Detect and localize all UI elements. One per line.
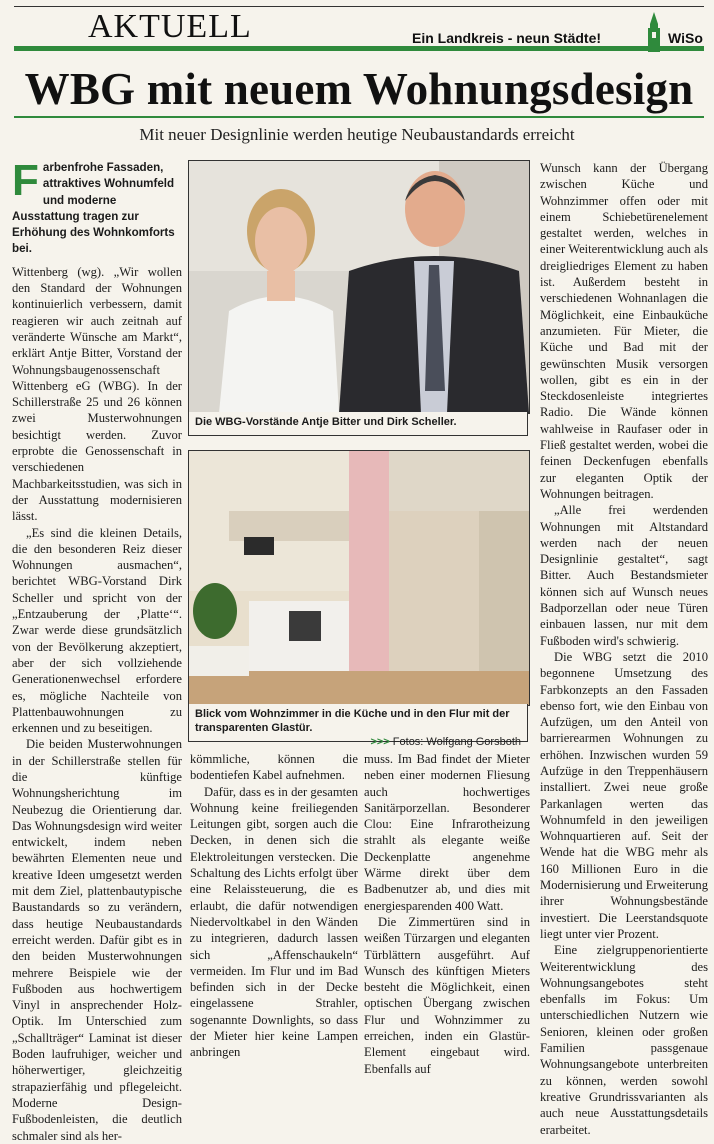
paragraph: „Es sind die kleinen Details, die den besonderen Reiz dieser Wohnungen ausmachen“, berichtet WBG-Vorstand Dirk Scheller und spricht von der „Entzauberung der ‚Platte‘“. Zwar werde diese grundsätzlich von der Bevölkerung akzeptiert, aber der sich vollziehende Generationenwechsel erfordere es, mögliche Nachteile von Plattenbauwohnungen zu erkennen und zu beseitigen. <box>12 525 182 736</box>
header-tagline: Ein Landkreis - neun Städte! <box>412 30 602 46</box>
paragraph: „Alle frei werdenden Wohnungen mit Altstandard werden nach der neuen Designlinie gestaltet“, sagt Bitter. Auch Bestandsmieter können sich auf Wunsch neues Badporzellan oder neue Türen einbauen lassen, nur mit dem Fußboden wird's schwierig. <box>540 503 708 648</box>
article-column-3 <box>364 751 530 1077</box>
paragraph: muss. Im Bad findet der Mieter neben einer modernen Fliesung auch hochwertiges Sanitärporzellan. Besonderer Clou: Eine Infrarotheizung strahlt als elegante weiße Deckenplatte angenehme Wärme direkt über dem Badbenutzer ab, und dies mit energiesparenden 400 Watt. <box>364 752 530 913</box>
photo-interior-image <box>189 451 529 705</box>
section-label: AKTUELL <box>88 8 252 45</box>
photo-credit: Fotos: Wolfgang Gorsboth <box>392 736 521 748</box>
credit-arrows: >>> <box>370 736 390 748</box>
header-green-rule <box>14 46 704 51</box>
article-column-2 <box>190 751 358 1061</box>
headline-rule <box>14 116 704 118</box>
dropcap: F <box>12 156 39 205</box>
lead-text: arbenfrohe Fassaden, attraktives Wohnumfeld und moderne Ausstattung tragen zur Erhöhung des Wohnkomforts bei. <box>12 161 175 256</box>
paragraph: Die WBG setzt die 2010 begonnene Umsetzung des Farbkonzepts an den Fassaden ebenso fort, wie den Einbau von Aufzügen, um den Anteil von barrierearmen Wohnungen zu erhöhen. Inzwischen wurden 59 Aufzüge in den Treppenhäusern installiert. Zwei neue große Parkanlagen werten das Wohnumfeld in den jeweiligen Wohnquartieren auf. Seit der Wende hat die WBG mehr als 160 Millionen Euro in die Modernisierung und Erweiterung ihrer Wohnungsbestände investiert. Die Leerstandsquote liegt unter vier Prozent. <box>540 649 708 941</box>
brand-label: WiSo <box>668 30 703 46</box>
paragraph: kömmliche, können die bodentiefen Kabel aufnehmen. <box>190 752 358 783</box>
photo-caption: Die WBG-Vorstände Antje Bitter und Dirk Scheller. <box>188 412 528 436</box>
photo-interior <box>188 450 530 706</box>
paragraph: Die beiden Musterwohnungen in der Schillerstraße stellen für die künftige Wohnungsherichtung im Neubezug die Orientierung dar. Das Wohnungsdesign wird weiter entwickelt, indem neben bewährten Elementen neue und kreative Ideen umgesetzt werden mit dem Ziel, plattenbautypische Baustandards so zu verändern, dass heutige Neubaustandards erreicht werden. Dafür gibt es in den beiden Musterwohnungen mehrere Beispiele wie der Fußboden aus hochwertigem Vinyl in ansprechender Holz-Optik. Im Unterschied zum „Schallträger“ Laminat ist dieser Boden laufruhiger, weicher und höherwertiger, gleichzeitig strapazierfähig und pflegeleicht. Moderne Design-Fußbodenleisten, die deutlich schmaler sind als her- <box>12 737 182 1143</box>
header-top-rule <box>14 6 704 7</box>
photo-board-members-image <box>189 161 529 413</box>
paragraph: Dafür, dass es in der gesamten Wohnung keine freiliegenden Leitungen gibt, sorgen auch die Decken, in denen sich die Elektroleitungen verstecken. Die Schaltung des Lichts erfolgt über eine Relaissteuerung, die es erlaubt, die dafür notwendigen Niedervoltkabel in den Wänden zu integrieren, dadurch lassen sich „Affenschaukeln“ vermeiden. Im Flur und im Bad befinden sich in der Decke eingelassene Strahler, sogenannte Downlights, so dass der Mieter hier keine Lampen anbringen <box>190 784 358 1060</box>
paragraph: Die Zimmertüren sind in weißen Türzargen und eleganten Türblättern ausgeführt. Auf Wunsch des künftigen Mieters besteht die Möglichkeit, einen optischen Übergang zwischen Flur und Wohnzimmer zu erreichen, inden ein Glastür-Element eingebaut wird. Ebenfalls auf <box>364 914 530 1076</box>
article-column-1 <box>12 156 182 1144</box>
paragraph: Wunsch kann der Übergang zwischen Küche und Wohnzimmer offen oder mit einem Schiebetürenelement gestaltet werden, welches in einer Weiterentwicklung auch als dreigliedriges Element zu haben ist. Außerdem besteht in verschiedenen Wohnanlagen die Möglichkeit, eine Einbauküche anzumieten. Für Mieter, die Küche und Bad mit der gewünschten Musik versorgen wollen, gibt es ein in der Steckdosenleiste integriertes Radio. Die Wände können wahlweise in Raufaser oder in Fließ gestaltet werden, wobei die feinen Deckenfugen ebenfalls zur eleganten Optik der Wohnungen beitragen. <box>540 161 708 501</box>
paragraph: Eine zielgruppenorientierte Weiterentwicklung des Wohnungsangebotes steht ebenfalls im Fokus: Um unterschiedlichen Nutzern wie Senioren, kleinen oder großen Familien passgenaue Wohnungsangebote unterbreiten zu können, werden sowohl kreative Grundrissvarianten als auch neue Ausstattungsdetails erarbeitet. <box>540 943 708 1137</box>
article-subheadline: Mit neuer Designlinie werden heutige Neubaustandards erreicht <box>139 125 575 144</box>
photo-board-members <box>188 160 530 414</box>
photo-credit-line <box>195 735 521 749</box>
photo-caption: Blick vom Wohnzimmer in die Küche und in den Flur mit der transparenten Glastür. <box>195 708 510 734</box>
article-column-4 <box>540 160 708 1138</box>
paragraph: Wittenberg (wg). „Wir wollen den Standard der Wohnungen kontinuierlich verbessern, damit reagieren wir auch zeitnah auf veränderte Wünsche am Markt“, erklärt Antje Bitter, Vorstand der Wohnungsbaugenossenschaft Wittenberg eG (WBG). In der Schillerstraße 25 und 26 können zwei Musterwohnungen besichtigt werden. Zuvor erprobte die Genossenschaft in verschiedenen Machbarkeitsstudien, was sich in der Ausstattung modernisieren lässt. <box>12 264 182 524</box>
article-headline: WBG mit neuem Wohnungsdesign <box>24 64 694 114</box>
photo-caption-with-credit <box>188 704 528 748</box>
article-lead <box>12 156 182 258</box>
page-header <box>0 0 714 58</box>
